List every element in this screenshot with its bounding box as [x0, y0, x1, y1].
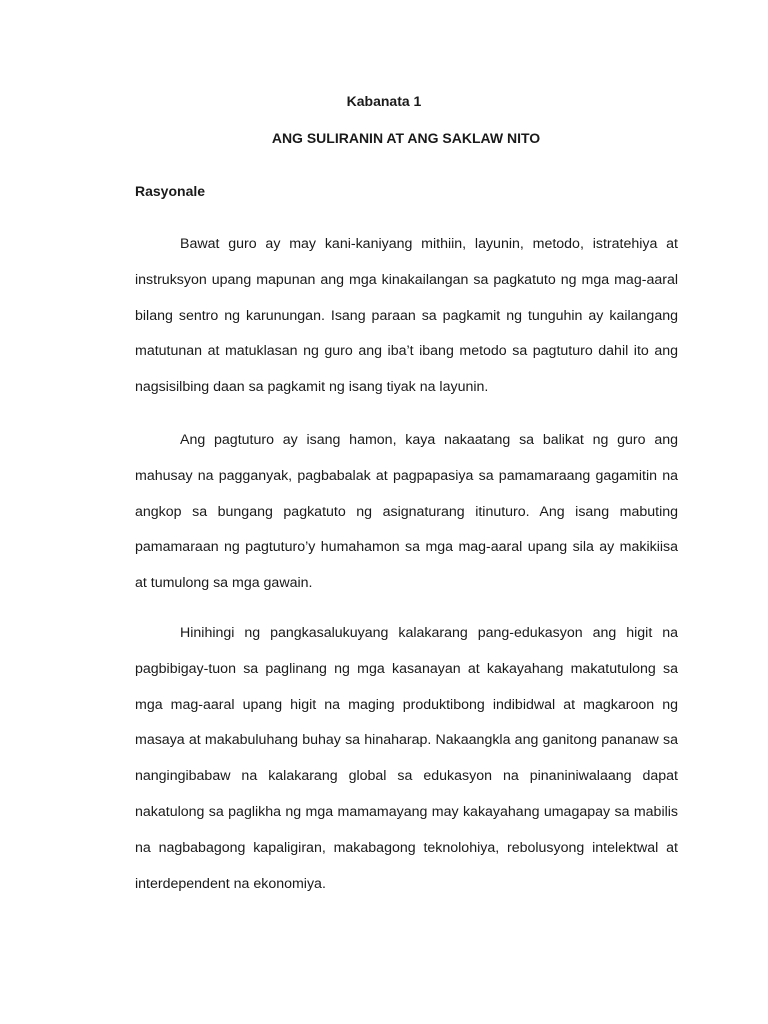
paragraph-2: Ang pagtuturo ay isang hamon, kaya nakaatang sa balikat ng guro ang mahusay na pagganyak, pagbabalak at pagpapasiya sa pamamaraang gagamitin na angkop sa bungang pagkatuto ng asignaturang itinuturo. Ang isang mabuting pamamaraan ng pagtuturo’y humahamon sa mga mag-aaral upang sila ay makikiisa at tumulong sa mga gawain.: [135, 432, 678, 592]
paragraph-1: Bawat guro ay may kani-kaniyang mithiin, layunin, metodo, istratehiya at instruksyon upang mapunan ang mga kinakailangan sa pagkatuto ng mga mag-aaral bilang sentro ng karunungan. Isang paraan sa pagkamit ng tunguhin ay kailangang matutunan at matuklasan ng guro ang iba’t ibang metodo sa pagtuturo dahil ito ang nagsisilbing daan sa pagkamit ng isang tiyak na layunin.: [135, 236, 678, 396]
chapter-title: ANG SULIRANIN AT ANG SAKLAW NITO: [271, 130, 541, 146]
chapter-label: Kabanata 1: [346, 93, 422, 109]
section-heading: Rasyonale: [135, 183, 206, 199]
paragraph-3: Hinihingi ng pangkasalukuyang kalakarang pang-edukasyon ang higit na pagbibigay-tuon sa paglinang ng mga kasanayan at kakayahang makatutulong sa mga mag-aaral upang higit na maging produktibong indibidwal at magkaroon ng masaya at makabuluhang buhay sa hinaharap. Nakaangkla ang ganitong pananaw sa nangingibabaw na kalakarang global sa edukasyon na pinaniniwalaang dapat nakatulong sa paglikha ng mga mamamayang may kakayahang umagapay sa mabilis na nagbabagong kapaligiran, makabagong teknolohiya, rebolusyong intelektwal at interdependent na ekonomiya.: [135, 625, 678, 892]
